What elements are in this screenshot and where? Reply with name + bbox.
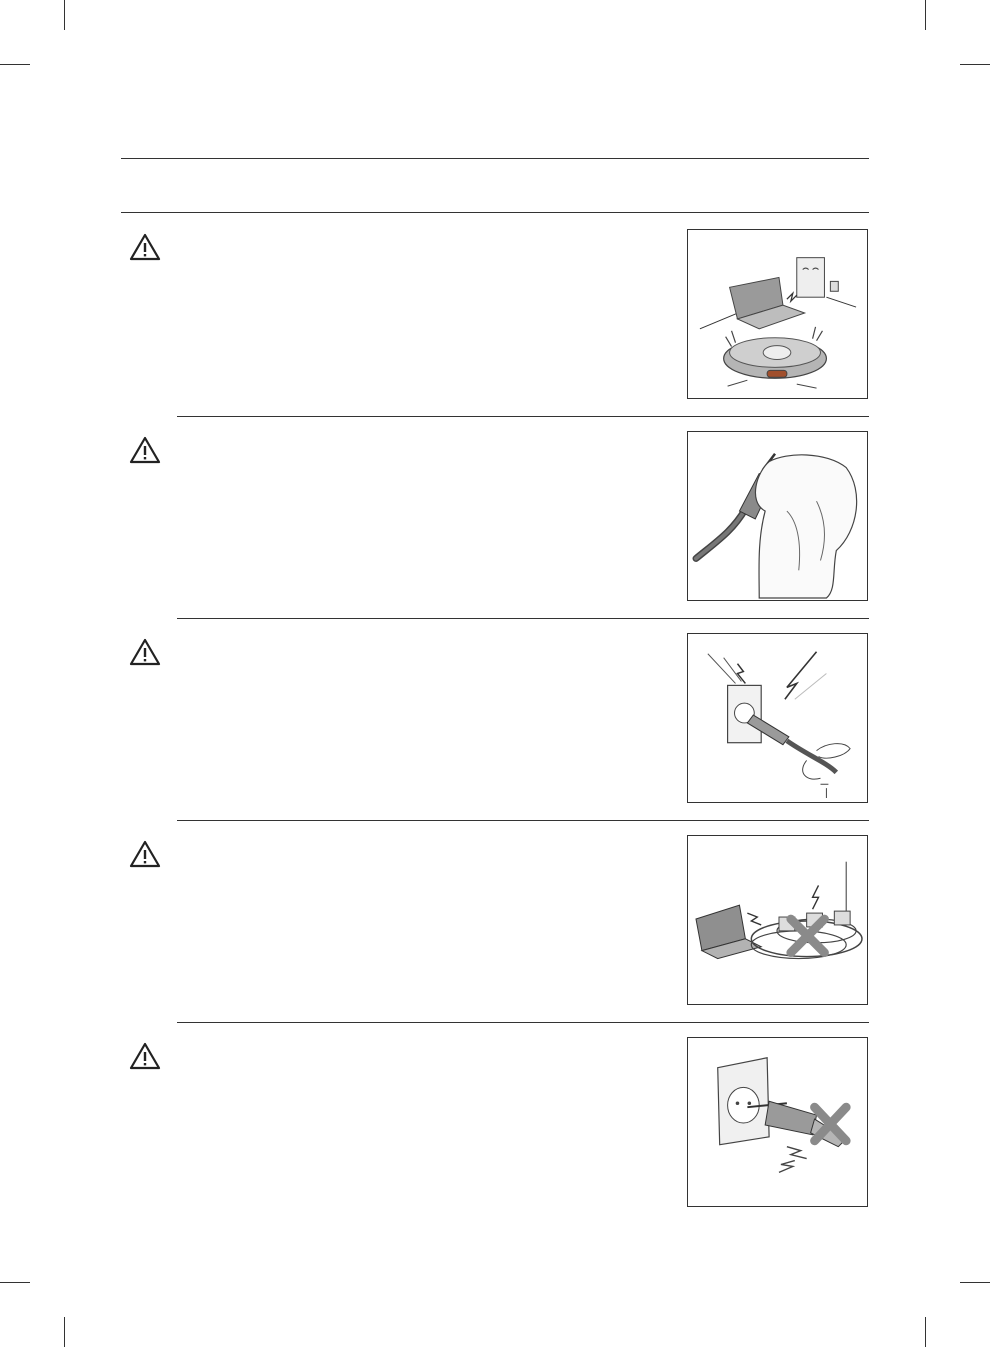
section-divider [177, 416, 869, 417]
header-top-rule [121, 158, 869, 159]
wiping-plug-illustration [687, 431, 868, 601]
crop-mark [960, 1282, 990, 1283]
crop-mark [960, 64, 990, 65]
warning-triangle-icon [128, 637, 162, 667]
damaged-plug-illustration [687, 1037, 868, 1207]
section-divider [177, 820, 869, 821]
section-divider [177, 618, 869, 619]
warning-triangle-icon [128, 435, 162, 465]
section-divider [177, 1022, 869, 1023]
crop-mark [925, 1317, 926, 1347]
crop-mark [0, 1282, 30, 1283]
crop-mark [925, 0, 926, 30]
overloaded-outlet-illustration [687, 835, 868, 1005]
warning-triangle-icon [128, 839, 162, 869]
header-bottom-rule [121, 212, 869, 213]
warning-triangle-icon [128, 1041, 162, 1071]
crop-mark [64, 0, 65, 30]
crop-mark [64, 1317, 65, 1347]
unplugging-sparks-illustration [687, 633, 868, 803]
robot-cleaner-hazard-illustration [687, 229, 868, 399]
crop-mark [0, 64, 30, 65]
warning-triangle-icon [128, 232, 162, 262]
